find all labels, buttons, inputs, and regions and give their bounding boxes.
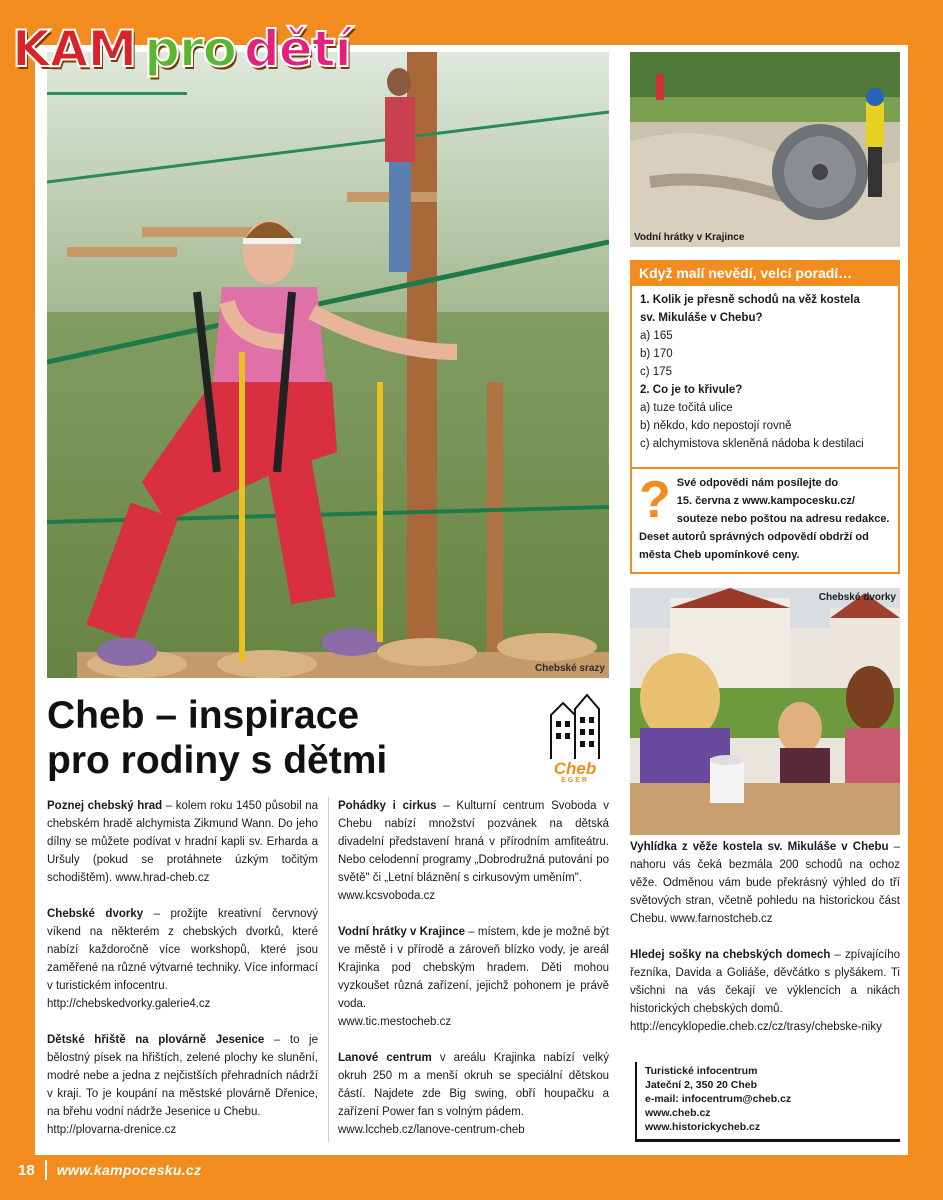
paragraph-text: – kolem roku 1450 působil na chebském hradě alchymista Zikmund Wann. Do jeho dílny se můžete podívat v hradní kapli sv. Erharda a Uršuly (pokud se protáhnete úzkým točitým schodištěm). www.hrad-cheb.cz bbox=[47, 800, 319, 884]
paragraph-courtyards bbox=[47, 905, 318, 1013]
paragraph-title: Poznej chebský hrad bbox=[47, 800, 163, 812]
paragraph-link[interactable]: http://chebskedvorky.galerie4.cz bbox=[47, 998, 211, 1010]
info-website-1[interactable]: www.cheb.cz bbox=[645, 1107, 711, 1119]
cheb-houses-icon bbox=[545, 693, 605, 763]
quiz-footer-line1: Své odpovědi nám posílejte do bbox=[676, 477, 839, 489]
article-column-3 bbox=[630, 838, 900, 1054]
paragraph-text: – místem, kde je možné být ve městě i v přírodě a zároveň blízko vody, je areál Krajinka pod chebským hradem. Děti mohou vyzkoušet různá zařízení, jejichž pohonem je právě voda. bbox=[338, 926, 609, 1010]
masthead bbox=[12, 8, 351, 78]
quiz-divider bbox=[632, 467, 898, 469]
quiz-questions bbox=[632, 286, 898, 458]
paragraph-title: Lanové centrum bbox=[338, 1052, 432, 1064]
quiz-answer-2a: a) tuze točitá ulice bbox=[640, 402, 733, 414]
paragraph-text: – prožijte kreativní červnový víkend na některém z chebských dvorků, které nabízí každoročně více workshopů, které jsou zaměřené na různé výtvarné techniky. Více informací v turistickém infocentru. bbox=[47, 908, 318, 992]
paragraph-title: Vodní hrátky v Krajince bbox=[338, 926, 466, 938]
logo-name: Cheb bbox=[553, 759, 597, 778]
courtyards-photo-caption: Chebské dvorky bbox=[818, 592, 896, 603]
main-photo-caption: Chebské srazy bbox=[534, 663, 605, 674]
headline-line1: Cheb – inspirace bbox=[47, 694, 360, 737]
paragraph-title: Pohádky i cirkus bbox=[338, 800, 437, 812]
info-title: Turistické infocentrum bbox=[645, 1065, 758, 1077]
water-play-photo bbox=[630, 52, 900, 247]
quiz-answer-1a: a) 165 bbox=[640, 330, 673, 342]
page-number: 18 bbox=[18, 1161, 35, 1179]
tourist-info-box bbox=[635, 1062, 900, 1142]
quiz-footer-line4: Deset autorů správných odpovědí obdrží od bbox=[639, 531, 869, 543]
quiz-footer-line3: souteze nebo poštou na adresu redakce. bbox=[676, 513, 890, 525]
quiz-box bbox=[630, 260, 900, 574]
quiz-question-1-line2: sv. Mikuláše v Chebu? bbox=[640, 312, 763, 324]
paragraph-link[interactable]: www.tic.mestocheb.cz bbox=[338, 1016, 452, 1028]
paragraph-statues bbox=[630, 946, 900, 1036]
rope-course-photo bbox=[47, 52, 609, 678]
paragraph-text: – to je bělostný písek na hřištích, zelené plochy ke slunění, modré nebe a jedna z nejčistších přehradních nádrží v kraji. To je koupání na městské plovárně Dřenice, na břehu vodní nádrže Jesenice u Chebu. bbox=[47, 1034, 318, 1118]
footer-divider bbox=[45, 1160, 47, 1180]
quiz-answer-1c: c) 175 bbox=[640, 366, 672, 378]
paragraph-link[interactable]: www.kcsvoboda.cz bbox=[338, 890, 436, 902]
cheb-logo bbox=[545, 693, 605, 785]
quiz-footer-line5: města Cheb upomínkové ceny. bbox=[639, 549, 800, 561]
quiz-answer-1b: b) 170 bbox=[640, 348, 673, 360]
page-footer bbox=[18, 1158, 201, 1182]
paragraph-link[interactable]: http://encyklopedie.cheb.cz/cz/trasy/chebske-niky bbox=[630, 1021, 882, 1033]
headline-line2: pro rodiny s dětmi bbox=[47, 739, 388, 782]
quiz-title: Když malí nevědí, velcí poradí… bbox=[632, 262, 898, 286]
column-divider bbox=[328, 797, 329, 1142]
paragraph-tower-view bbox=[630, 838, 900, 928]
paragraph-water-play bbox=[338, 923, 609, 1031]
quiz-answer-2b: b) někdo, kdo nepostojí rovně bbox=[640, 420, 792, 432]
quiz-answer-2c: c) alchymistova skleněná nádoba k destilaci bbox=[640, 438, 864, 450]
water-photo-caption: Vodní hrátky v Krajince bbox=[634, 232, 745, 243]
paragraph-title: Dětské hřiště na plovárně Jesenice bbox=[47, 1034, 265, 1046]
paragraph-text: v areálu Krajinka nabízí velký okruh 250 m a menší okruh se speciální dětskou částí. Najdete zde Big swing, obří houpačku a zařízení Power fan s volným pádem. bbox=[338, 1052, 609, 1118]
paragraph-title: Chebské dvorky bbox=[47, 908, 144, 920]
footer-website-link[interactable]: www.kampocesku.cz bbox=[56, 1162, 202, 1178]
quiz-question-1-line1: 1. Kolik je přesně schodů na věž kostela bbox=[640, 294, 860, 306]
article-column-2 bbox=[338, 797, 609, 1157]
paragraph-link[interactable]: www.lccheb.cz/lanove-centrum-cheb bbox=[338, 1124, 525, 1136]
logo-subtitle: EGER bbox=[561, 777, 589, 784]
quiz-footer bbox=[632, 471, 898, 564]
paragraph-text: – zpívajícího řezníka, Davida a Goliáše, děvčátko s plyšákem. Ti všichni na vás čekají ve výklencích a nikách historických chebských domů. bbox=[630, 949, 901, 1015]
paragraph-playground bbox=[47, 1031, 318, 1139]
paragraph-circus bbox=[338, 797, 609, 905]
masthead-word-kam: KAM bbox=[12, 20, 137, 78]
article-column-1 bbox=[47, 797, 318, 1157]
info-address: Jateční 2, 350 20 Cheb bbox=[645, 1079, 758, 1091]
paragraph-text: – Kulturní centrum Svoboda v Chebu nabízí množství pozvánek na dětská divadelní představení hraná v přírodním amfiteátru. Nebo celodenní programy „Dobrodružná putování po světě" či „Letní bláznění s cirkusovým uměním". bbox=[338, 800, 609, 884]
paragraph-castle bbox=[47, 797, 318, 887]
paragraph-link[interactable]: http://plovarna-drenice.cz bbox=[47, 1124, 177, 1136]
paragraph-title: Hledej sošky na chebských domech bbox=[630, 949, 831, 961]
courtyards-photo bbox=[630, 588, 900, 835]
quiz-question-2: 2. Co je to křivule? bbox=[640, 384, 743, 396]
paragraph-text: – nahoru vás čeká bezmála 200 schodů na ochoz věže. Odměnou vám bude překrásný výhled do tří světových stran, včetně pohledu na historickou část Chebu. www.farnostcheb.cz bbox=[630, 841, 901, 925]
page-sheet bbox=[35, 45, 908, 1155]
paragraph-rope-centre bbox=[338, 1049, 609, 1139]
masthead-word-pro: pro bbox=[144, 20, 237, 78]
question-mark-icon: ? bbox=[639, 471, 671, 529]
masthead-word-deti: dětí bbox=[244, 20, 351, 78]
info-email[interactable]: e-mail: infocentrum@cheb.cz bbox=[645, 1093, 792, 1105]
info-website-2[interactable]: www.historickycheb.cz bbox=[645, 1121, 761, 1133]
quiz-footer-line2: 15. června z www.kampocesku.cz/ bbox=[676, 495, 855, 507]
paragraph-title: Vyhlídka z věže kostela sv. Mikuláše v Chebu bbox=[630, 841, 889, 853]
article-headline bbox=[47, 693, 527, 783]
